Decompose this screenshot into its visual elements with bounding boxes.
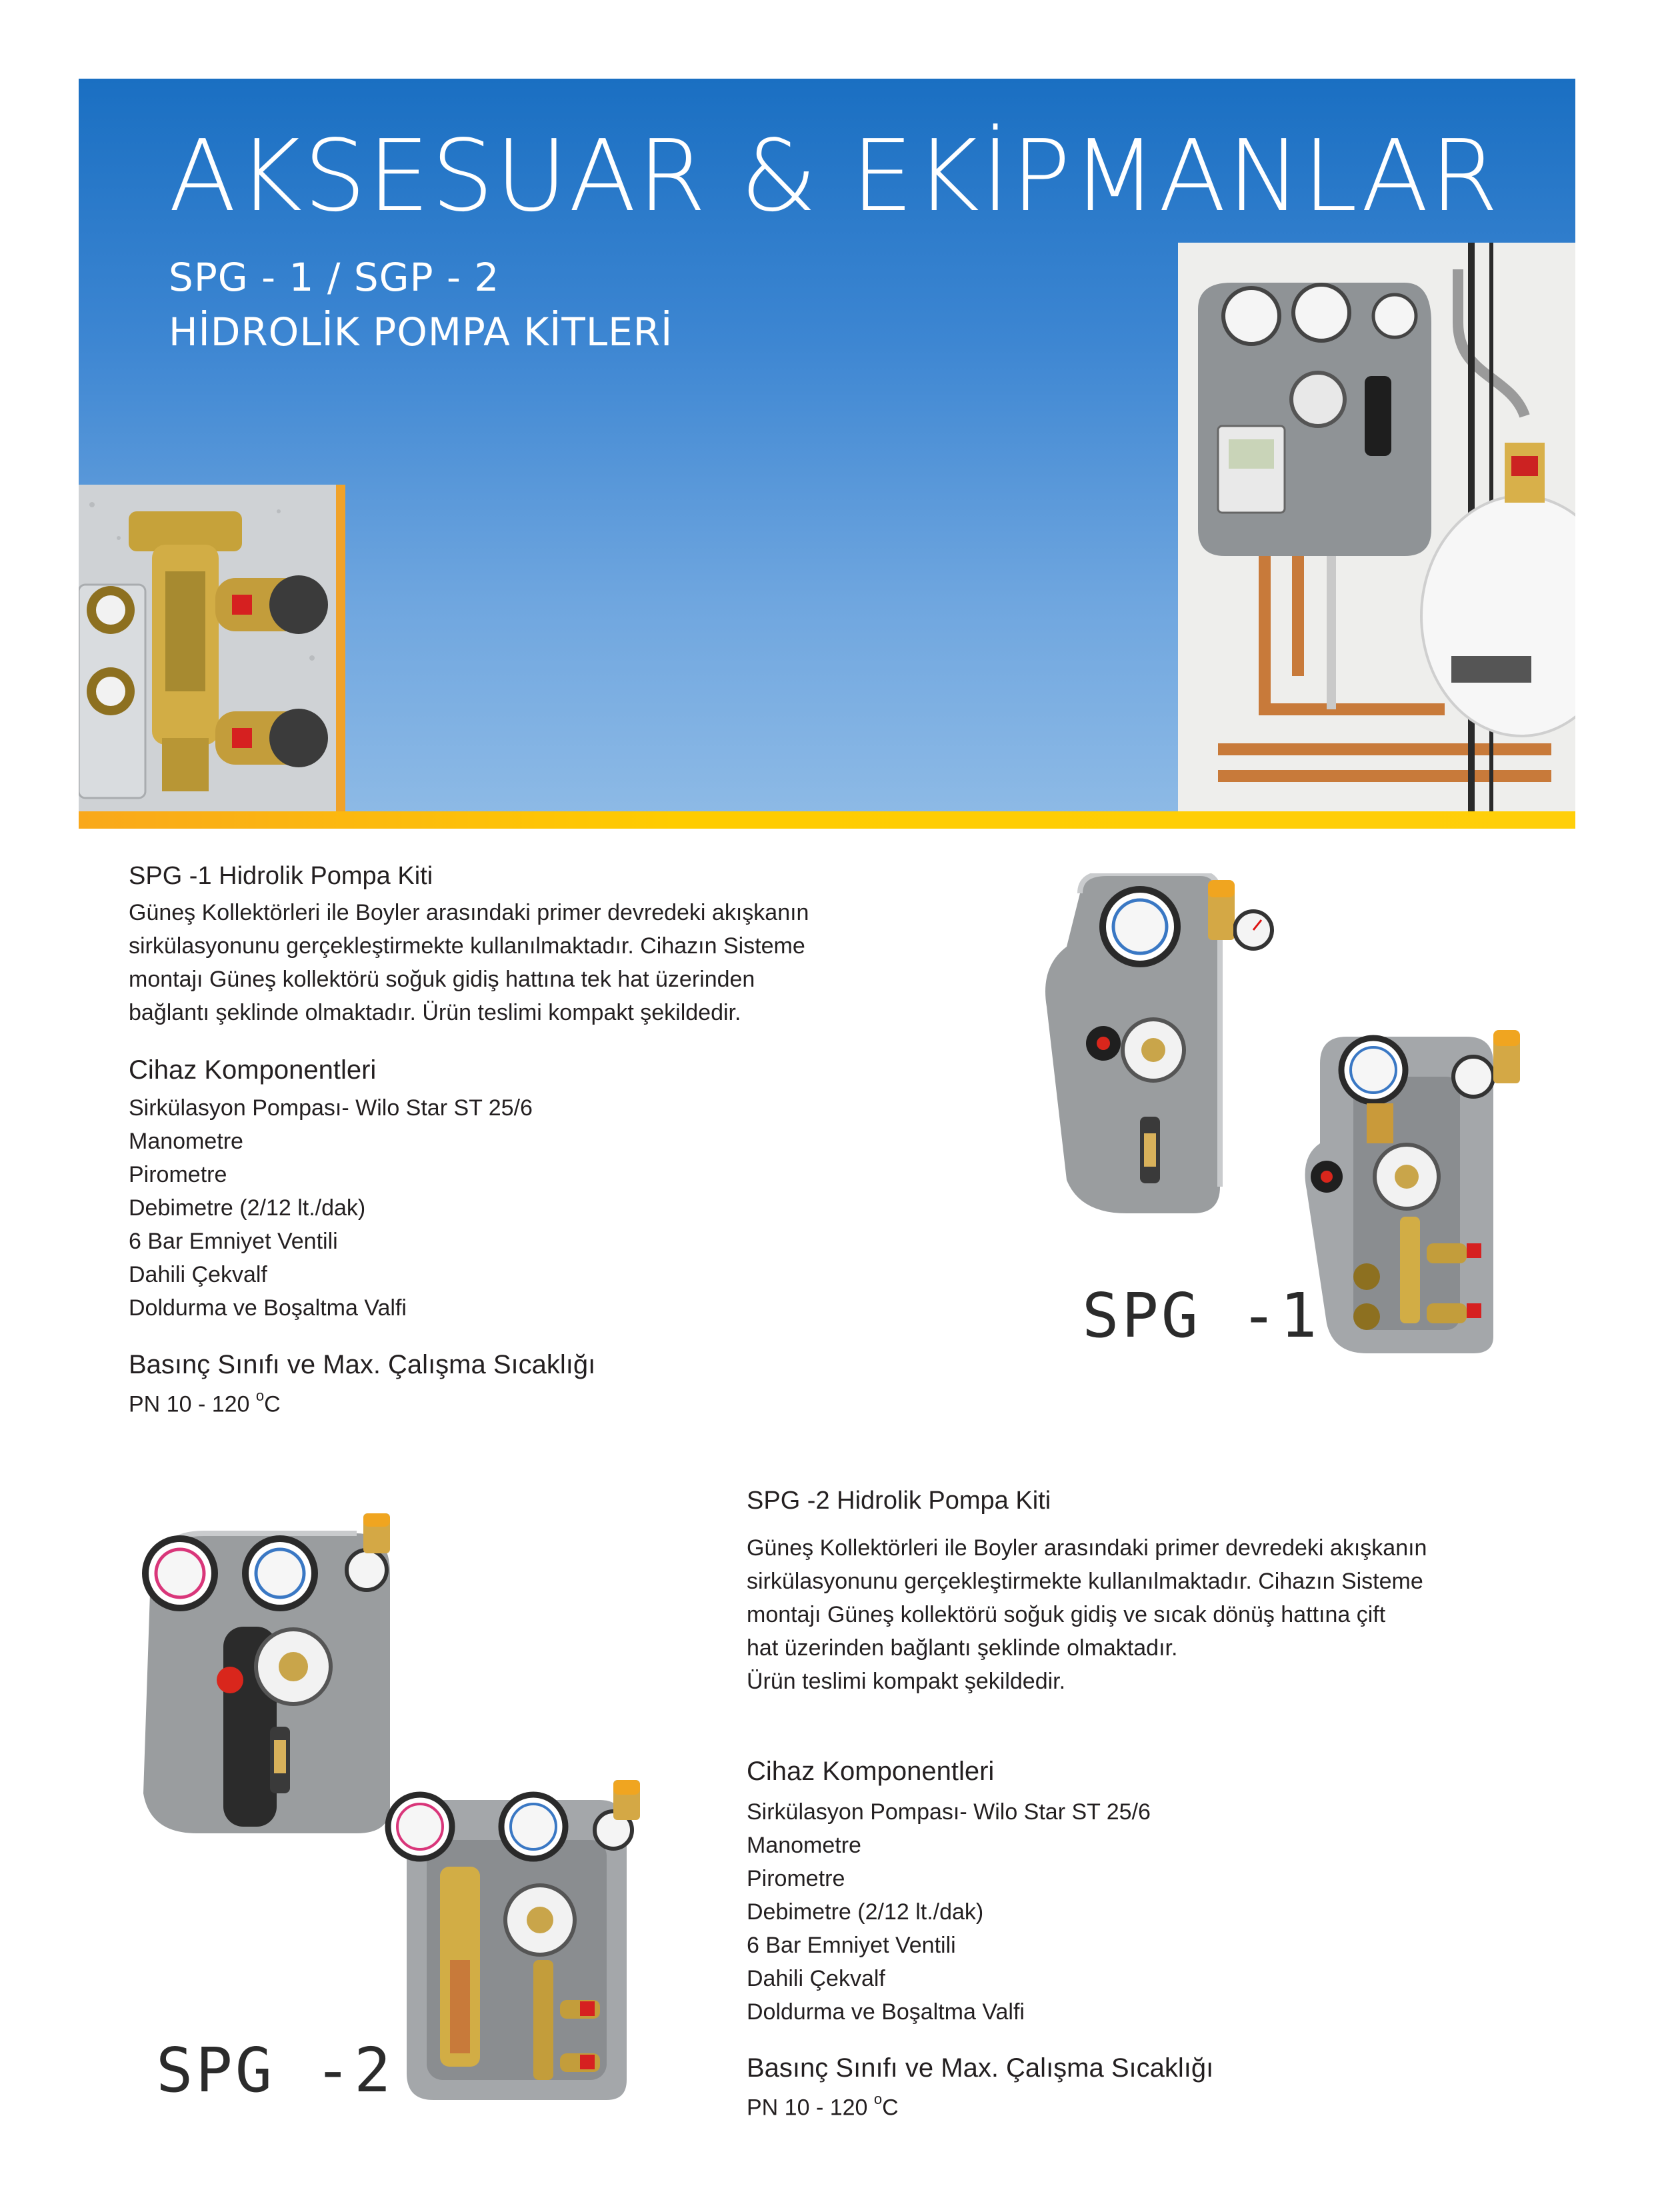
component-item: Sirkülasyon Pompası- Wilo Star ST 25/6: [747, 1799, 1151, 1825]
component-item: Doldurma ve Boşaltma Valfi: [747, 1999, 1025, 2025]
spg1-description-line: montajı Güneş kollektörü soğuk gidiş hattına tek hat üzerinden: [129, 967, 755, 992]
spg2-description: [747, 1531, 1427, 1698]
accent-stripe: [79, 811, 1575, 829]
spg2-components-list: [747, 1795, 1151, 2029]
spg1-pressure-title: Basınç Sınıfı ve Max. Çalışma Sıcaklığı: [129, 1350, 596, 1379]
component-item: Sirkülasyon Pompası- Wilo Star ST 25/6: [129, 1095, 533, 1121]
component-item: Manometre: [129, 1129, 243, 1154]
spg1-pressure-value: PN 10 - 120 $^o$C: [129, 1387, 281, 1417]
spg1-description-line: bağlantı şeklinde olmaktadır. Ürün teslimi kompakt şekildedir.: [129, 1000, 741, 1025]
component-item: Debimetre (2/12 lt./dak): [747, 1899, 984, 1925]
spg2-pressure-title: Basınç Sınıfı ve Max. Çalışma Sıcaklığı: [747, 2053, 1214, 2083]
component-item: Dahili Çekvalf: [747, 1966, 885, 1991]
spg2-description-line: Ürün teslimi kompakt şekildedir.: [747, 1669, 1066, 1694]
spg1-description: [129, 896, 809, 1029]
spg1-product-open-image: [1293, 1023, 1533, 1360]
spg2-heading: SPG -2 Hidrolik Pompa Kiti: [747, 1487, 1051, 1515]
component-item: Dahili Çekvalf: [129, 1262, 267, 1287]
spg1-components-title: Cihaz Komponentleri: [129, 1055, 377, 1085]
page-subtitle-line1: SPG - 1 / SGP - 2: [169, 255, 500, 300]
page-subtitle-line2: HİDROLİK POMPA KİTLERİ: [169, 309, 673, 355]
spg1-components-list: [129, 1091, 533, 1325]
component-item: Debimetre (2/12 lt./dak): [129, 1195, 366, 1221]
spg2-description-line: sirkülasyonunu gerçekleştirmekte kullanılmaktadır. Cihazın Sisteme: [747, 1569, 1423, 1594]
component-item: Manometre: [747, 1833, 861, 1858]
spg2-product-label: SPG -2: [156, 2035, 394, 2106]
component-item: 6 Bar Emniyet Ventili: [747, 1933, 956, 1958]
spg2-description-line: hat üzerinden bağlantı şeklinde olmaktadır.: [747, 1635, 1178, 1661]
spg2-description-line: Güneş Kollektörleri ile Boyler arasındaki primer devredeki akışkanın: [747, 1535, 1427, 1561]
spg1-product-label: SPG -1: [1082, 1280, 1320, 1351]
spg2-pressure-value: PN 10 - 120 $^o$C: [747, 2091, 899, 2121]
spg1-heading: SPG -1 Hidrolik Pompa Kiti: [129, 862, 433, 890]
component-item: Pirometre: [129, 1162, 227, 1187]
spg2-product-open-image: [380, 1780, 660, 2110]
component-item: 6 Bar Emniyet Ventili: [129, 1229, 338, 1254]
component-item: Pirometre: [747, 1866, 845, 1891]
spg2-components-title: Cihaz Komponentleri: [747, 1757, 995, 1786]
spg1-gauge-valve-image: [1067, 873, 1267, 970]
spg1-description-line: sirkülasyonunu gerçekleştirmekte kullanılmaktadır. Cihazın Sisteme: [129, 933, 805, 959]
spg1-description-line: Güneş Kollektörleri ile Boyler arasındaki primer devredeki akışkanın: [129, 900, 809, 925]
component-item: Doldurma ve Boşaltma Valfi: [129, 1295, 407, 1321]
installed-station-photo: [1178, 243, 1575, 811]
spg2-description-line: montajı Güneş kollektörü soğuk gidiş ve sıcak dönüş hattına çift: [747, 1602, 1386, 1627]
page-title: AKSESUAR & EKİPMANLAR: [169, 119, 1500, 233]
flow-meter-photo: [79, 485, 345, 811]
